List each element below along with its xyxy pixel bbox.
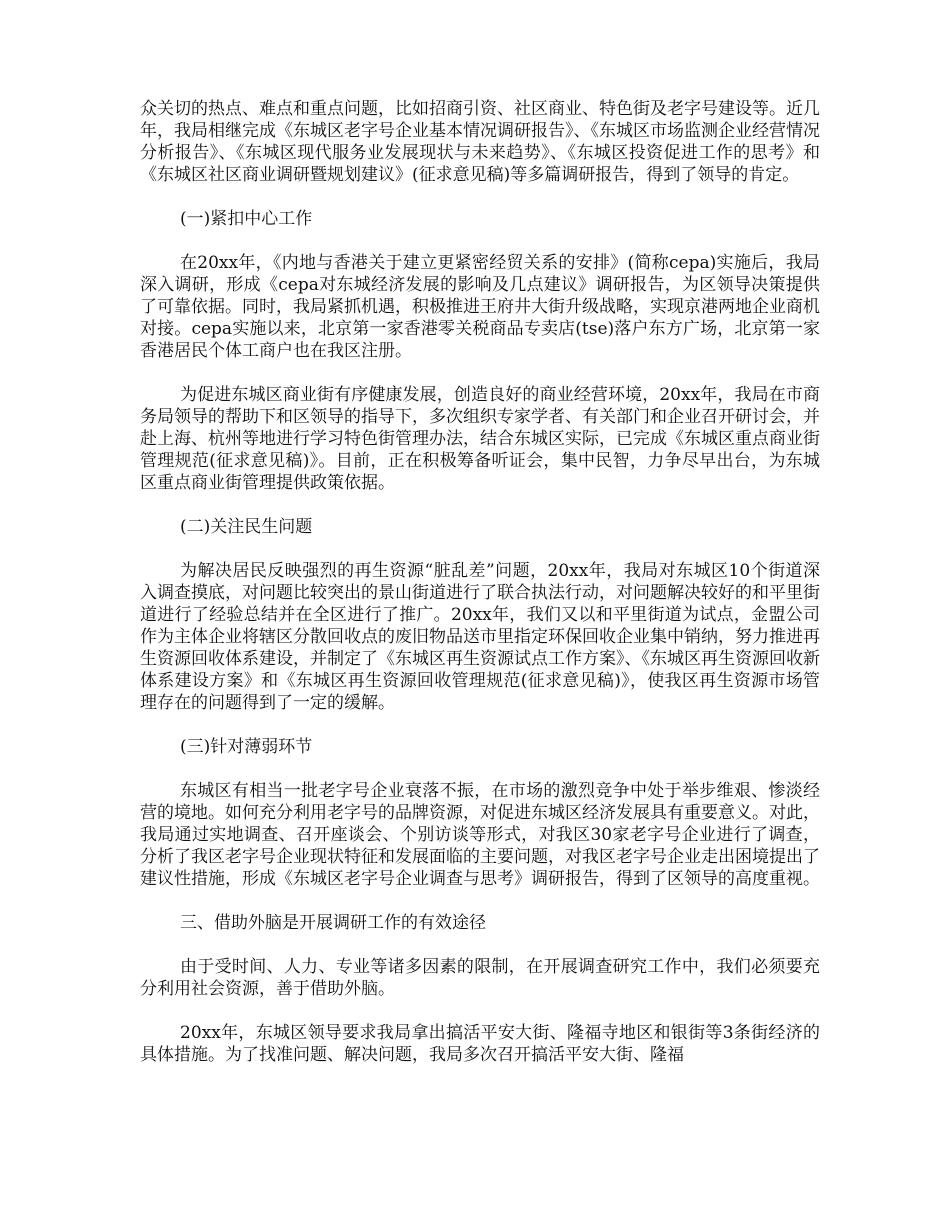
section-heading-2: (二)关注民生问题 [180, 517, 313, 537]
paragraph-commercial-street: 为促进东城区商业街有序健康发展，创造良好的商业经营环境，20xx年，我局在市商务局领导的帮助下和区领导的指导下，多次组织专家学者、有关部门和企业召开研讨会，并赴上海、杭州等地进行学习特色街管理办法，结合东城区实际，已完成《东城区重点商业街管理规范(征求意见稿)》。目前，正在积极筹备听证会，集中民智，力争尽早出台，为东城区重点商业街管理提供政策依据。 [140, 385, 820, 493]
document-page [140, 98, 820, 1088]
paragraph-external-resources: 由于受时间、人力、专业等诸多因素的限制，在开展调查研究工作中，我们必须要充分利用社会资源，善于借助外脑。 [140, 957, 820, 999]
section-heading-3: (三)针对薄弱环节 [180, 737, 313, 757]
paragraph-cepa: 在20xx年，《内地与香港关于建立更紧密经贸关系的安排》(简称cepa)实施后，我局深入调研，形成《cepa对东城经济发展的影响及几点建议》调研报告，为区领导决策提供了可靠依据。同时，我局紧抓机遇，积极推进王府井大街升级战略，实现京港两地企业商机对接。cepa实施以来，北京第一家香港零关税商品专卖店(tse)落户东方广场，北京第一家香港居民个体工商户也在我区注册。 [140, 253, 820, 361]
section-heading-4: 三、借助外脑是开展调研工作的有效途径 [180, 913, 486, 933]
paragraph-three-streets: 20xx年，东城区领导要求我局拿出搞活平安大街、隆福寺地区和银街等3条街经济的具体措施。为了找准问题、解决问题，我局多次召开搞活平安大街、隆福 [140, 1023, 820, 1065]
paragraph-recycling: 为解决居民反映强烈的再生资源“脏乱差”问题，20xx年，我局对东城区10个街道深入调查摸底，对问题比较突出的景山街道进行了联合执法行动，对问题解决较好的和平里街道进行了经验总结并在全区进行了推广。20xx年，我们又以和平里街道为试点，金盟公司作为主体企业将辖区分散回收点的废旧物品送市里指定环保回收企业集中销纳，努力推进再生资源回收体系建设，并制定了《东城区再生资源试点工作方案》、《东城区再生资源回收新体系建设方案》和《东城区再生资源回收管理规范(征求意见稿)》，使我区再生资源市场管理存在的问题得到了一定的缓解。 [140, 561, 820, 713]
section-heading-1: (一)紧扣中心工作 [180, 209, 313, 229]
paragraph-old-brands: 东城区有相当一批老字号企业衰落不振，在市场的激烈竞争中处于举步维艰、惨淡经营的境地。如何充分利用老字号的品牌资源，对促进东城区经济发展具有重要意义。对此，我局通过实地调查、召开座谈会、个别访谈等形式，对我区30家老字号企业进行了调查，分析了我区老字号企业现状特征和发展面临的主要问题，对我区老字号企业走出困境提出了建议性措施，形成《东城区老字号企业调查与思考》调研报告，得到了区领导的高度重视。 [140, 781, 820, 889]
paragraph-intro: 众关切的热点、难点和重点问题，比如招商引资、社区商业、特色街及老字号建设等。近几年，我局相继完成《东城区老字号企业基本情况调研报告》、《东城区市场监测企业经营情况分析报告》、《东城区现代服务业发展现状与未来趋势》、《东城区投资促进工作的思考》和《东城区社区商业调研暨规划建议》(征求意见稿)等多篇调研报告，得到了领导的肯定。 [140, 99, 820, 185]
